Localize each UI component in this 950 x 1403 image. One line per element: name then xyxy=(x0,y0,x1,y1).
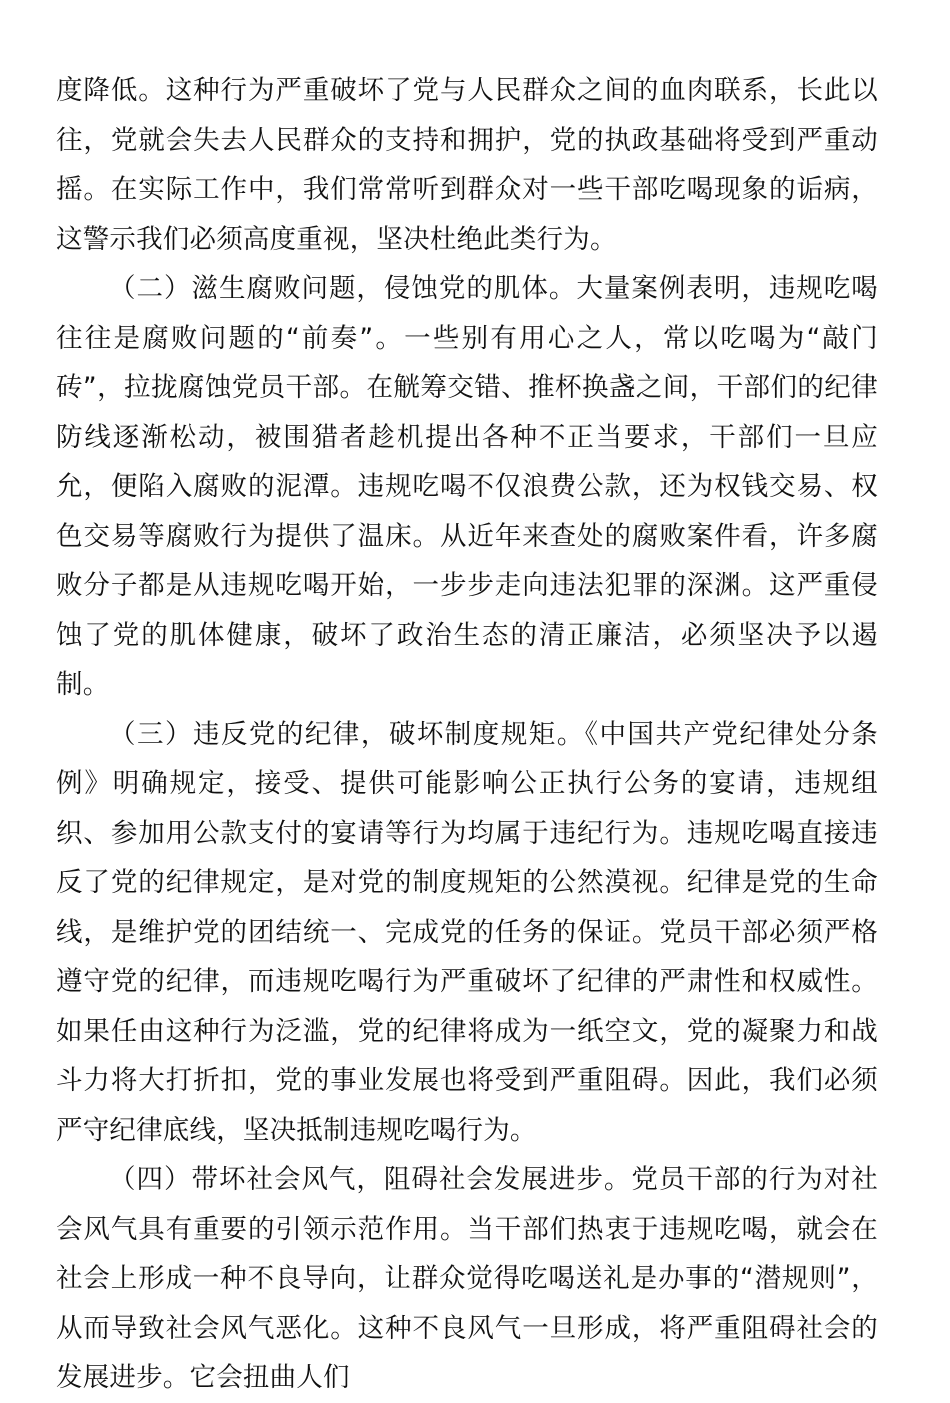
paragraph-continuation: 度降低。这种行为严重破坏了党与人民群众之间的血肉联系，长此以往，党就会失去人民群众的支持和拥护，党的执政基础将受到严重动摇。在实际工作中，我们常常听到群众对一些干部吃喝现象的诟病，这警示我们必须高度重视，坚决杜绝此类行为。 xyxy=(56,75,878,255)
paragraph-discipline: （三）违反党的纪律，破坏制度规矩。《中国共产党纪律处分条例》明确规定，接受、提供可能影响公正执行公务的宴请，违规组织、参加用公款支付的宴请等行为均属于违纪行为。违规吃喝直接违反了党的纪律规定，是对党的制度规矩的公然漠视。纪律是党的生命线，是维护党的团结统一、完成党的任务的保证。党员干部必须严格遵守党的纪律，而违规吃喝行为严重破坏了纪律的严肃性和权威性。如果任由这种行为泛滥，党的纪律将成为一纸空文，党的凝聚力和战斗力将大打折扣，党的事业发展也将受到严重阻碍。因此，我们必须严守纪律底线，坚决抵制违规吃喝行为。 xyxy=(56,718,878,1146)
paragraph-corruption: （二）滋生腐败问题，侵蚀党的肌体。大量案例表明，违规吃喝往往是腐败问题的“前奏”。一些别有用心之人，常以吃喝为“敲门砖”，拉拢腐蚀党员干部。在觥筹交错、推杯换盏之间，干部们的纪律防线逐渐松动，被围猎者趁机提出各种不正当要求，干部们一旦应允，便陷入腐败的泥潭。违规吃喝不仅浪费公款，还为权钱交易、权色交易等腐败行为提供了温床。从近年来查处的腐败案件看，许多腐败分子都是从违规吃喝开始，一步步走向违法犯罪的深渊。这严重侵蚀了党的肌体健康，破坏了政治生态的清正廉洁，必须坚决予以遏制。 xyxy=(56,273,878,700)
paragraph-social-atmosphere: （四）带坏社会风气，阻碍社会发展进步。党员干部的行为对社会风气具有重要的引领示范作用。当干部们热衷于违规吃喝，就会在社会上形成一种不良导向，让群众觉得吃喝送礼是办事的“潜规则”，从而导致社会风气恶化。这种不良风气一旦形成，将严重阻碍社会的发展进步。它会扭曲人们 xyxy=(56,1164,878,1393)
document-page xyxy=(56,66,878,1403)
